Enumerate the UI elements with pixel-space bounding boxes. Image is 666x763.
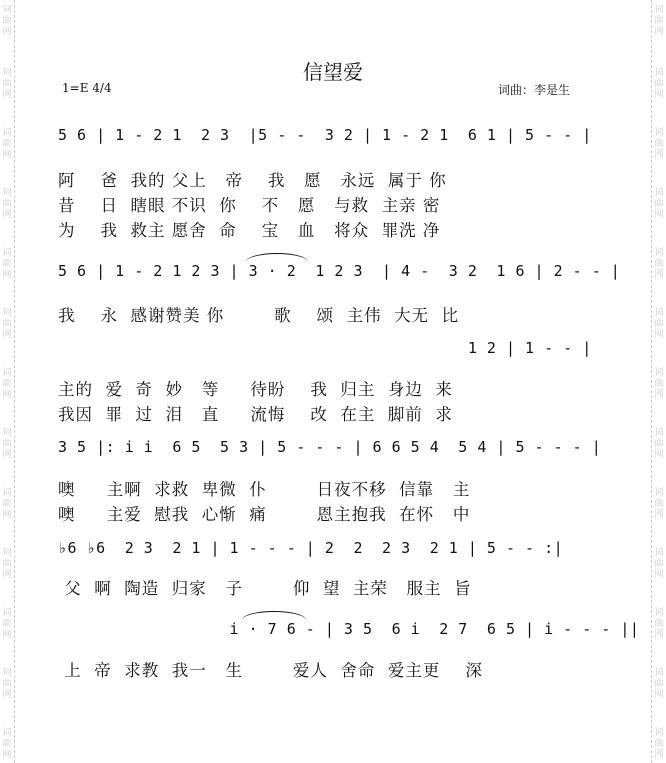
watermark: 词 曲 网 (2, 488, 12, 520)
lyric-line: 昔 日 瞎眼 不识 你 不 愿 与救 主亲 密 (58, 196, 441, 215)
notation-line: 5 6 | 1 - 2 1 2 3 | 3 · 2 1 2 3 | 4 - 3 2 1 6 | 2 - - | (58, 262, 621, 280)
watermark: 词 曲 网 (2, 548, 12, 580)
lyric-line: 阿 爸 我的 父上 帝 我 愿 永远 属于 你 (58, 171, 447, 190)
lyric-line: 我因 罪 过 泪 直 流悔 改 在主 脚前 求 (58, 405, 453, 424)
watermark: 词 曲 网 (654, 68, 664, 100)
watermark: 词 曲 网 (654, 5, 664, 37)
tie-slur (242, 611, 306, 620)
lyric-line: 我 永 感谢赞美 你 歌 颂 主伟 大无 比 (58, 306, 460, 325)
watermark: 词 曲 网 (654, 188, 664, 220)
song-title: 信望爱 (303, 60, 363, 84)
watermark: 词 曲 网 (2, 428, 12, 460)
lyric-line: 噢 主啊 求救 卑微 仆 日夜不移 信靠 主 (58, 480, 471, 499)
watermark: 词 曲 网 (2, 668, 12, 700)
lyric-line: 为 我 救主 愿舍 命 宝 血 将众 罪洗 净 (58, 221, 441, 240)
watermark: 词 曲 网 (2, 308, 12, 340)
watermark: 词 曲 网 (2, 188, 12, 220)
watermark: 词 曲 网 (654, 608, 664, 640)
watermark: 词 曲 网 (2, 608, 12, 640)
watermark: 词 曲 网 (654, 428, 664, 460)
watermark: 词 曲 网 (654, 248, 664, 280)
notation-line: 3 5 |: i i 6 5 5 3 | 5 - - - | 6 6 5 4 5 4 | 5 - - - | (58, 438, 602, 456)
watermark: 词 曲 网 (654, 668, 664, 700)
lyric-line: 父 啊 陶造 归家 子 仰 望 主荣 服主 旨 (58, 579, 472, 598)
left-margin-strip (0, 0, 15, 763)
watermark: 词 曲 网 (654, 128, 664, 160)
watermark: 词 曲 网 (2, 5, 12, 37)
watermark: 词 曲 网 (2, 68, 12, 100)
lyric-line: 噢 主爱 慰我 心惭 痛 恩主抱我 在怀 中 (58, 505, 471, 524)
notation-line: 1 2 | 1 - - | (58, 339, 592, 357)
watermark: 词 曲 网 (654, 308, 664, 340)
composer-credit: 词曲：李是生 (498, 83, 571, 97)
lyric-line: 主的 爱 奇 妙 等 待盼 我 归主 身边 来 (58, 380, 453, 399)
watermark: 词 曲 网 (654, 368, 664, 400)
watermark: 词 曲 网 (654, 728, 664, 760)
watermark: 词 曲 网 (2, 368, 12, 400)
notation-line: 5 6 | 1 - 2 1 2 3 |5 - - 3 2 | 1 - 2 1 6 1 | 5 - - | (58, 126, 592, 144)
tie-slur (246, 253, 308, 262)
key-time-signature: 1=E 4/4 (62, 81, 112, 95)
watermark: 词 曲 网 (654, 548, 664, 580)
watermark: 词 曲 网 (2, 728, 12, 760)
notation-line: i · 7 6 - | 3 5 6 i 2 7 6 5 | i - - - || (58, 620, 640, 638)
lyric-line: 上 帝 求教 我一 生 爱人 舍命 爱主更 深 (58, 661, 483, 680)
watermark: 词 曲 网 (654, 488, 664, 520)
watermark: 词 曲 网 (2, 128, 12, 160)
right-margin-strip (651, 0, 666, 763)
notation-line: ♭6 ♭6 2 3 2 1 | 1 - - - | 2 2 2 3 2 1 | 5 - - :| (58, 539, 564, 557)
watermark: 词 曲 网 (2, 248, 12, 280)
